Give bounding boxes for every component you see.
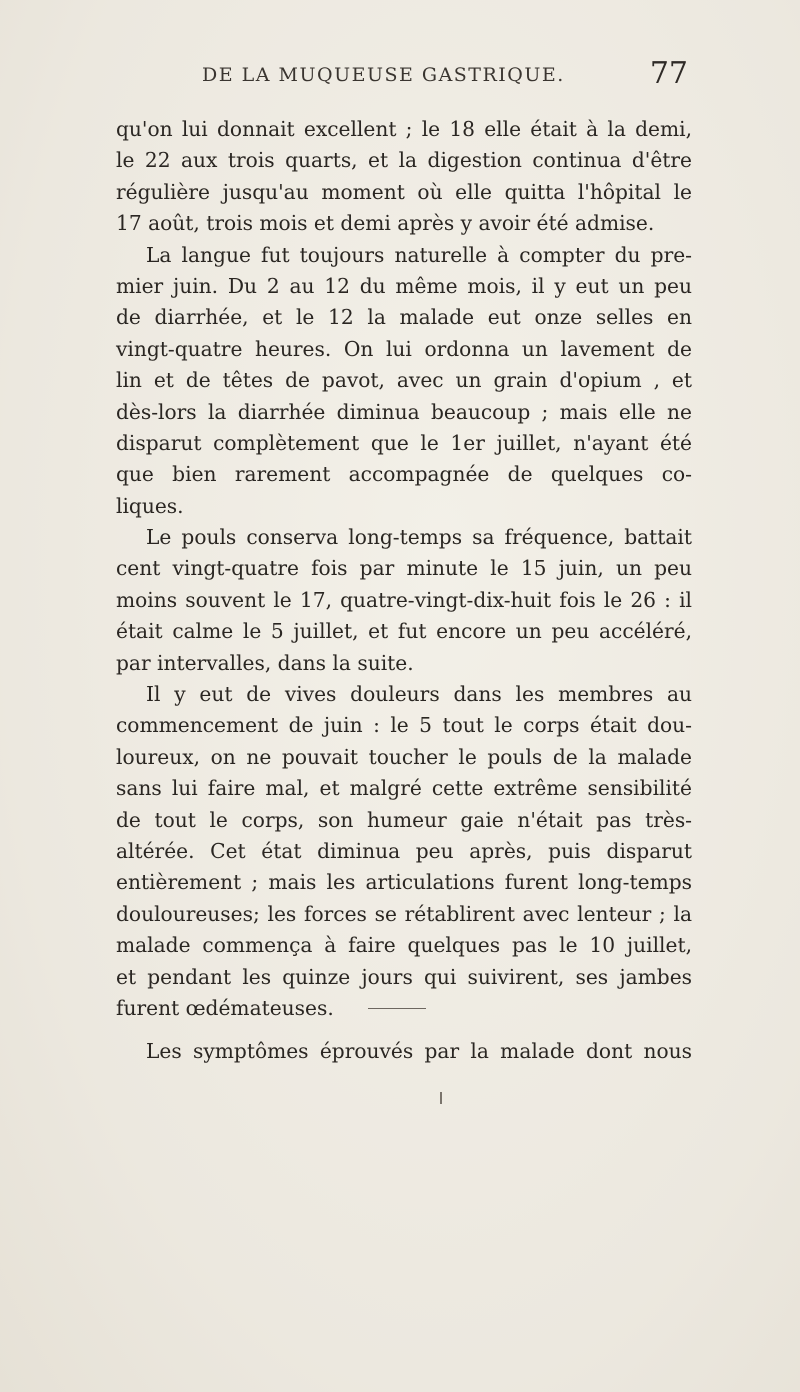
section-divider: [368, 1008, 426, 1009]
text-line: et pendant les quinze jours qui suivirent, ses jambes: [116, 964, 692, 989]
text-line: malade commença à faire quelques pas le 10 juillet,: [116, 933, 692, 958]
printing-mark: [440, 1092, 442, 1104]
text-line: liques.: [116, 493, 184, 518]
text-line: lin et de têtes de pavot, avec un grain d'opium , et: [116, 368, 692, 393]
text-line: dès-lors la diarrhée diminua beaucoup ; mais elle ne: [116, 399, 692, 424]
page-number: 77: [649, 56, 688, 91]
text-line: de diarrhée, et le 12 la malade eut onze selles en: [116, 305, 692, 330]
text-line: moins souvent le 17, quatre-vingt-dix-huit fois le 26 : il: [116, 587, 692, 612]
text-line: Il y eut de vives douleurs dans les membres au: [146, 682, 692, 707]
body-text: [116, 114, 692, 1024]
text-line: entièrement ; mais les articulations furent long-temps: [116, 870, 692, 895]
text-line: commencement de juin : le 5 tout le corps était dou-: [116, 713, 692, 738]
next-paragraph-line: Les symptômes éprouvés par la malade dont nous: [146, 1039, 692, 1063]
text-line: de tout le corps, son humeur gaie n'était pas très-: [116, 807, 692, 832]
text-line: 17 août, trois mois et demi après y avoir été admise.: [116, 211, 655, 236]
text-line: La langue fut toujours naturelle à compter du pre-: [146, 242, 692, 267]
text-line: le 22 aux trois quarts, et la digestion continua d'être: [116, 148, 692, 173]
text-line: disparut complètement que le 1er juillet, n'ayant été: [116, 430, 692, 455]
text-line: par intervalles, dans la suite.: [116, 650, 414, 675]
text-line: altérée. Cet état diminua peu après, puis disparut: [116, 838, 692, 863]
text-line: sans lui faire mal, et malgré cette extrême sensibilité: [116, 776, 692, 801]
text-line: régulière jusqu'au moment où elle quitta l'hôpital le: [116, 179, 692, 204]
running-title: DE LA MUQUEUSE GASTRIQUE.: [202, 64, 565, 86]
text-line: cent vingt-quatre fois par minute le 15 juin, un peu: [116, 556, 692, 581]
text-line: que bien rarement accompagnée de quelques co-: [116, 462, 692, 487]
text-line: vingt-quatre heures. On lui ordonna un lavement de: [116, 336, 692, 361]
text-line: mier juin. Du 2 au 12 du même mois, il y eut un peu: [116, 273, 692, 298]
text-line: était calme le 5 juillet, et fut encore un peu accéléré,: [116, 619, 692, 644]
text-line: furent œdémateuses.: [116, 995, 334, 1020]
text-line: Le pouls conserva long-temps sa fréquence, battait: [146, 525, 692, 550]
running-head: [118, 56, 688, 102]
text-line: loureux, on ne pouvait toucher le pouls de la malade: [116, 744, 692, 769]
text-line: qu'on lui donnait excellent ; le 18 elle était à la demi,: [116, 117, 692, 141]
text-line: douloureuses; les forces se rétablirent avec lenteur ; la: [116, 901, 692, 926]
